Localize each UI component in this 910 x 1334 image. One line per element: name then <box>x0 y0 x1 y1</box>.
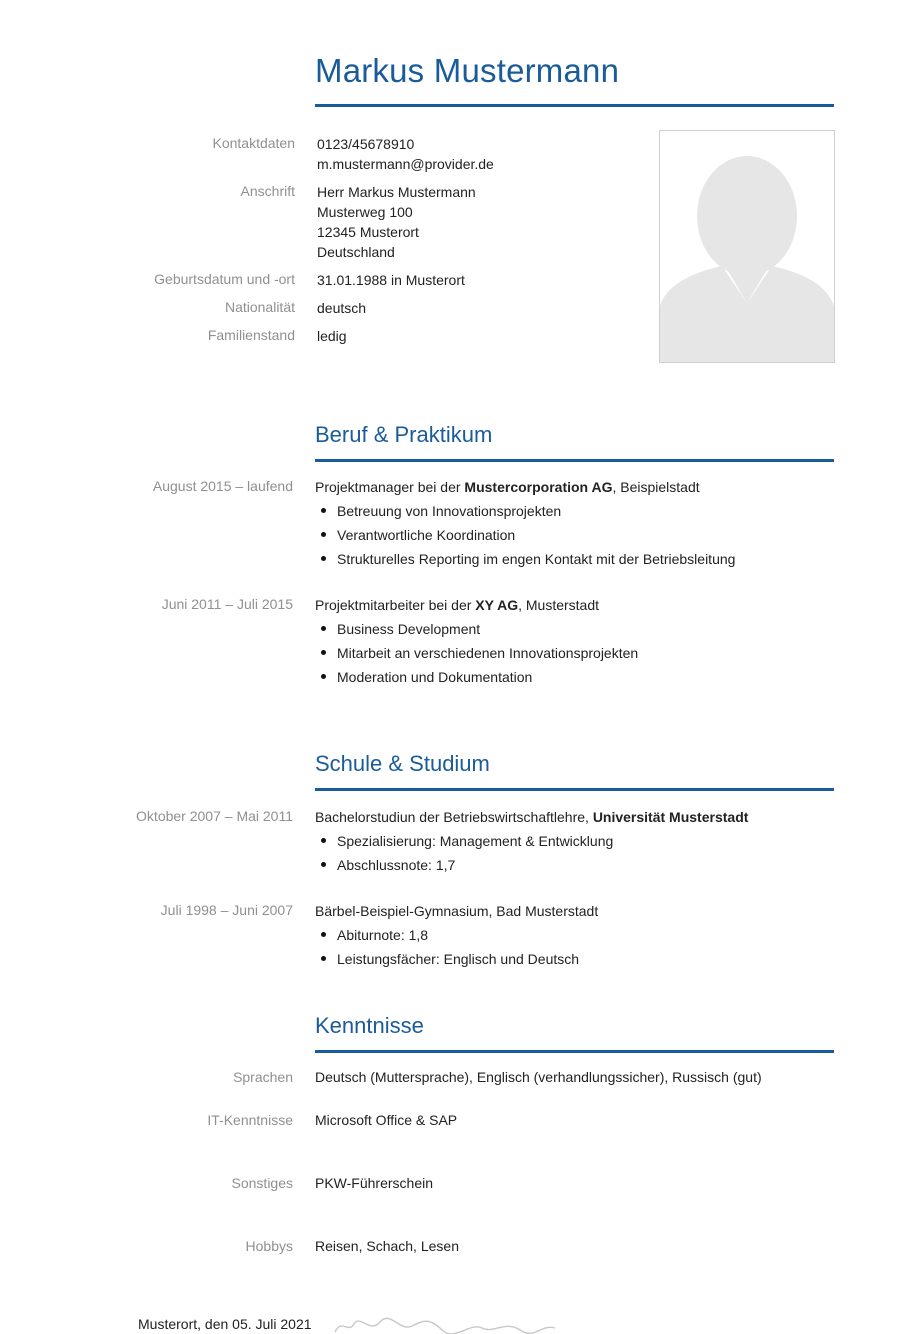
entry-date: Juni 2011 – Juli 2015 <box>161 596 293 612</box>
list-item: Strukturelles Reporting im engen Kontakt mit der Betriebsleitung <box>315 547 735 571</box>
contact-value <box>317 134 494 174</box>
entry-heading <box>315 475 735 499</box>
entry-organisation: Universität Musterstadt <box>592 809 749 825</box>
entry-heading <box>315 593 638 617</box>
phone-text: 0123/45678910 <box>317 136 415 152</box>
nationality-value: deutsch <box>317 300 367 316</box>
other-value: PKW-Führerschein <box>315 1175 434 1191</box>
profile-photo <box>659 130 835 363</box>
work-entry <box>315 475 735 571</box>
work-entry <box>315 593 638 689</box>
address-line: 12345 Musterort <box>317 224 419 240</box>
list-item: Abiturnote: 1,8 <box>315 923 598 947</box>
address-line: Musterweg 100 <box>317 204 413 220</box>
section-divider <box>315 459 834 462</box>
nationality-label: Nationalität <box>224 299 295 315</box>
hobbies-value: Reisen, Schach, Lesen <box>315 1238 459 1254</box>
entry-date: Oktober 2007 – Mai 2011 <box>136 808 293 824</box>
section-title-work: Beruf & Praktikum <box>315 422 493 447</box>
list-item: Verantwortliche Koordination <box>315 523 735 547</box>
email-text: m.mustermann@provider.de <box>317 156 494 172</box>
entry-role: Projektmitarbeiter bei der <box>315 597 476 613</box>
hobbies-label: Hobbys <box>245 1238 293 1254</box>
list-item: Betreuung von Innovationsprojekten <box>315 499 735 523</box>
entry-date: Juli 1998 – Juni 2007 <box>160 902 293 918</box>
birth-label: Geburtsdatum und -ort <box>154 271 295 287</box>
it-skills-value: Microsoft Office & SAP <box>315 1112 458 1128</box>
entry-school: Bärbel-Beispiel-Gymnasium, Bad Musterstadt <box>315 903 599 919</box>
languages-value: Deutsch (Muttersprache), Englisch (verhandlungssicher), Russisch (gut) <box>315 1069 762 1085</box>
contact-label: Kontaktdaten <box>212 135 295 151</box>
section-divider <box>315 788 834 791</box>
section-title-skills: Kenntnisse <box>315 1013 424 1038</box>
languages-label: Sprachen <box>233 1069 293 1085</box>
family-label: Familienstand <box>207 327 295 343</box>
entry-organisation: XY AG <box>475 597 519 613</box>
place-date: Musterort, den 05. Juli 2021 <box>138 1316 312 1332</box>
list-item: Spezialisierung: Management & Entwicklung <box>315 829 748 853</box>
education-entry <box>315 899 598 971</box>
entry-role: Projektmanager bei der <box>315 479 465 495</box>
list-item: Moderation und Dokumentation <box>315 665 638 689</box>
entry-bullets <box>315 499 735 571</box>
entry-heading <box>315 805 748 829</box>
address-line: Deutschland <box>317 244 395 260</box>
person-silhouette-icon <box>660 131 834 362</box>
list-item: Leistungsfächer: Englisch und Deutsch <box>315 947 598 971</box>
cv-name: Markus Mustermann <box>315 52 620 89</box>
entry-bullets <box>315 829 748 877</box>
address-label: Anschrift <box>240 183 295 199</box>
entry-location: , Musterstadt <box>518 597 600 613</box>
signature-scribble <box>330 1312 560 1334</box>
birth-value: 31.01.1988 in Musterort <box>317 272 465 288</box>
entry-bullets <box>315 923 598 971</box>
entry-degree: Bachelorstudiun der Betriebswirtschaftlehre, <box>315 809 593 825</box>
address-value <box>317 182 476 262</box>
entry-bullets <box>315 617 638 689</box>
list-item: Abschlussnote: 1,7 <box>315 853 748 877</box>
it-skills-label: IT-Kenntnisse <box>207 1112 293 1128</box>
section-title-education: Schule & Studium <box>315 751 490 776</box>
address-line: Herr Markus Mustermann <box>317 184 476 200</box>
family-value: ledig <box>317 328 347 344</box>
entry-heading <box>315 899 598 923</box>
entry-date: August 2015 – laufend <box>152 478 293 494</box>
entry-location: , Beispielstadt <box>612 479 700 495</box>
other-label: Sonstiges <box>231 1175 293 1191</box>
header-divider <box>315 104 834 107</box>
list-item: Business Development <box>315 617 638 641</box>
list-item: Mitarbeit an verschiedenen Innovationsprojekten <box>315 641 638 665</box>
education-entry <box>315 805 748 877</box>
section-divider <box>315 1050 834 1053</box>
entry-organisation: Mustercorporation AG <box>464 479 613 495</box>
